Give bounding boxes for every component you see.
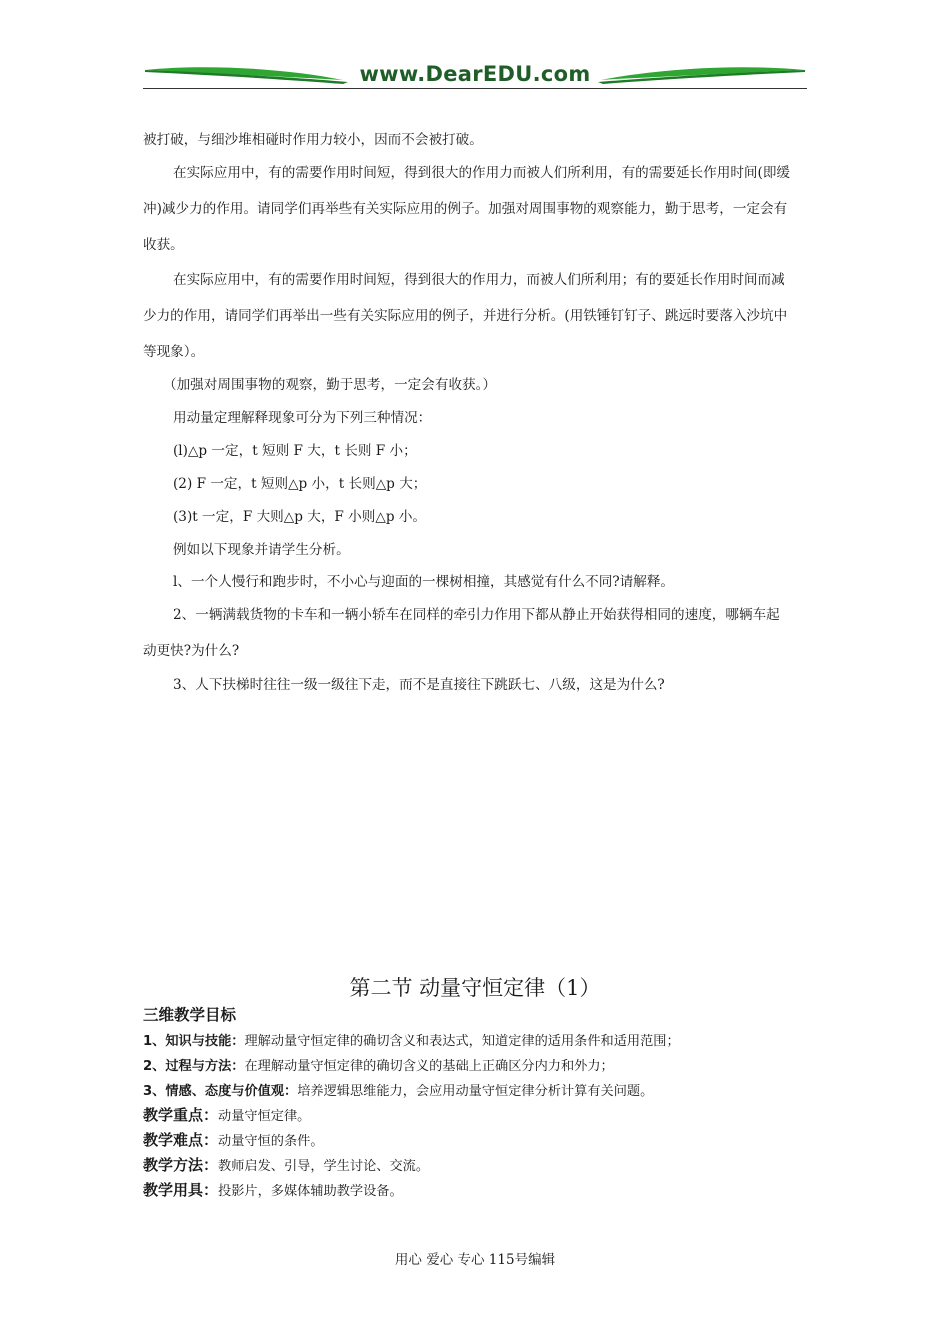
goal-item [143,1055,614,1074]
body-line: (l)△p 一定，t 短则 F 大，t 长则 F 小； [173,443,417,459]
body-line: (3)t 一定，F 大则△p 大，F 小则△p 小。 [173,509,427,525]
body-line: 动更快?为什么? [143,643,240,659]
info-text: 动量守恒的条件。 [218,1134,324,1149]
goal-label: 1、知识与技能： [143,1034,245,1049]
info-item [143,1104,310,1125]
goal-text: 在理解动量守恒定律的确切含义的基础上正确区分内力和外力； [244,1059,614,1074]
goal-text: 理解动量守恒定律的确切含义和表达式，知道定律的适用条件和适用范围； [244,1034,680,1049]
goal-label: 2、过程与方法： [143,1059,245,1074]
info-label: 教学方法： [143,1156,219,1174]
body-line: （加强对周围事物的观察，勤于思考，一定会有收获。） [163,377,497,393]
info-label: 教学难点： [143,1131,219,1149]
body-line: 等现象）。 [143,344,205,360]
goal-label: 3、情感、态度与价值观： [143,1084,298,1099]
info-label: 教学重点： [143,1106,219,1124]
page-footer: 用心 爱心 专心 115号编辑 [394,1252,556,1268]
goal-item [143,1080,653,1099]
body-line: 3、人下扶梯时往往一级一级往下走，而不是直接往下跳跃七、八级，这是为什么? [173,677,665,693]
body-line: 例如以下现象并请学生分析。 [173,542,350,558]
body-line: 被打破，与细沙堆相碰时作用力较小，因而不会被打破。 [143,132,483,148]
body-line: 在实际应用中，有的需要作用时间短，得到很大的作用力，而被人们所利用；有的要延长作用时间而减 [173,272,785,288]
goals-heading: 三维教学目标 [143,1006,237,1024]
info-item [143,1129,324,1150]
info-text: 投影片，多媒体辅助教学设备。 [218,1184,403,1199]
section-title: 第二节 动量守恒定律（1） [349,976,601,1000]
body-line: 少力的作用，请同学们再举出一些有关实际应用的例子，并进行分析。(用铁锤钉钉子、跳远时要落入沙坑中 [143,308,788,324]
info-item [143,1179,403,1200]
body-line: l、一个人慢行和跑步时，不小心与迎面的一棵树相撞，其感觉有什么不同?请解释。 [173,574,675,590]
body-line: (2) F 一定，t 短则△p 小，t 长则△p 大； [173,476,427,492]
body-line: 2、一辆满载货物的卡车和一辆小轿车在同样的牵引力作用下都从静止开始获得相同的速度，哪辆车起 [173,607,780,623]
goal-text: 培养逻辑思维能力，会应用动量守恒定律分析计算有关问题。 [297,1084,654,1099]
info-item [143,1154,429,1175]
info-text: 动量守恒定律。 [218,1109,311,1124]
body-line: 收获。 [143,237,184,253]
body-line: 在实际应用中，有的需要作用时间短，得到很大的作用力而被人们所利用，有的需要延长作用时间(即缓 [173,165,791,181]
goal-item [143,1030,680,1049]
header-rule [143,88,807,89]
body-line: 冲)减少力的作用。请同学们再举些有关实际应用的例子。加强对周围事物的观察能力，勤于思考，一定会有 [143,201,788,217]
body-line: 用动量定理解释现象可分为下列三种情况： [173,410,432,426]
info-text: 教师启发、引导，学生讨论、交流。 [218,1159,430,1174]
info-label: 教学用具： [143,1181,219,1199]
site-url: www.DearEDU.com [359,62,591,86]
